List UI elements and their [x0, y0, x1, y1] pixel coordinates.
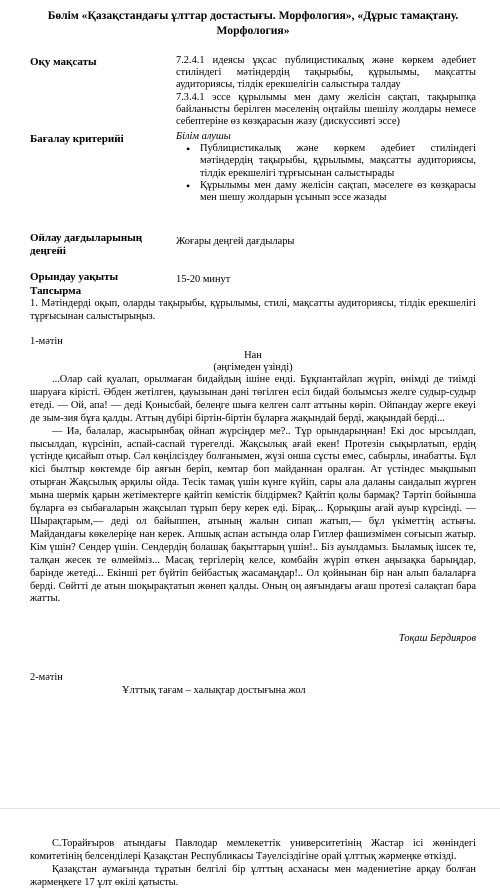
text2-paragraph: С.Торайғыров атындағы Павлодар мемлекеттік университетінің Жастар ісі жөніндегі комитетінің белсенділері Қазақстан Республикасы Тәуелсіздігіне орай ұлттық жәрмеңке өткізді.	[30, 838, 476, 862]
criteria-list	[182, 143, 476, 204]
criteria-label: Бағалау критерийі	[30, 133, 124, 145]
time-value: 15-20 минут	[176, 274, 231, 285]
criteria-item: • Құрылымы мен даму желісін сақтап, мәселеге өз көзқарасы мен шешу жолдарын ұсынып эссе жазады	[200, 180, 476, 204]
time-label: Орындау уақыты	[30, 271, 119, 283]
text2-body	[30, 838, 476, 890]
criteria-block	[176, 131, 476, 204]
skills-value: Жоғары деңгей дағдылары	[176, 236, 295, 247]
text1-paragraph: — Иә, балалар, жасырынбақ ойнап жүрсіңдер ме?.. Тұр орындарыңнан! Екі дос ырсылдап, пысылдап, күрсініп, аспай-саспай түрегелді. Жақсылық ағай екен! Протезін сықырлатып, ердің үстінде қисайып отыр. Сәл көңілсіздеу болғанымен, жүзі онша сұсты емес, сабырлы, инабатты. Бұл кісі былтыр көктемде бір аяғын беріп, кемтар боп майданнан оралған. Ат үстіндес мықшыып отырған Жақсылық әрқилы ойда. Тесік тамақ үшін күнге күйіп, сары ала даланы сандалып жүрген мына шермік қарын жетімектерге қайтіп кемістік білдірмек? Қайтіп қолы бармақ? Тәртіп бойынша бұларға өз сыбағаларын жақсылап тұрып беру керек еді. Бірақ... Қорықшы ағай ауыр күрсінді. — Шырақтарым,— деді ол байыппен, атының жалын сипап жатып,— бұл үкіметтің астығы. Майдандағы көкелеріңе нан керек. Апшық аспан астында олар Гитлер фашизмімен соғысып жатыр. Кім үшін? Сендер үшін. Сендердің болашақ бақыттарың үшін!.. Біз ауылдамыз. Быламық ішсек те, талқан жесек те өлмейміз... Масақ тергілерің келсе, комбайн жүріп өткен аңызақка барыңдар, барінде жетеді... Екінші рет бүйтіп бейбастық жасамаңдар!.. Ол қойнынан бір нан алып балаларға берді. Сөйтті де атын шоқырақтатып жөнеп қалды. Оның оң аяғындағы ағаш протезі салақтап бара жатты.	[30, 425, 476, 605]
task-label: Тапсырма	[30, 285, 82, 297]
text1-subtitle: (әңгімеден үзінді)	[213, 362, 293, 373]
text2-label: 2-мәтін	[30, 672, 63, 683]
goal-text-1: 7.2.4.1 идеясы ұқсас публицистикалық және көркем әдебиет стиліндегі мәтіндердің тақырыбы, құрылымы, мақсатты аудиториясы, тілдік ерекшелігін салыстыра талдау	[176, 55, 476, 91]
goal-text	[176, 55, 476, 128]
task-text: 1. Мәтіндерді оқып, оларды тақырыбы, құрылымы, стилі, мақсатты аудиториясы, тілдік ерекшелігі тұрғысынан салыстырыңыз.	[30, 298, 476, 322]
text1-label: 1-мәтін	[30, 336, 63, 347]
goal-text-2: 7.3.4.1 эссе құрылымы мен даму желісін сақтап, тақырыпқа байланысты берілген мәселенің оңтайлы шешілу жолдары немесе себептеріне өз көзқарасын жазу (дискуссивті эссе)	[176, 91, 476, 128]
text1-paragraph: ...Олар сай қуалап, орылмаған бидайдың ішіне енді. Бұқпантайлап жүріп, өнімді де тиімді шаруаға кірісті. Әбден жетілген, қауызынан дәні төгілген есіл бидай болымсыз желге судыр-судыр етеді. — Ой, апа! — деді Қонысбай, белеңге шыға келген салт аттыны көріп. Ойпандау жерге екеуі де зым-зия бұға қалды. Аттың дүбірі біртін-біртін бұларға жақындай берді, жақындай берді...	[30, 374, 476, 424]
goal-label: Оқу мақсаты	[30, 56, 97, 68]
skills-label: Ойлау дағдыларының деңгейі	[30, 232, 143, 257]
text2-title: Ұлттық тағам – халықтар достығына жол	[122, 685, 306, 696]
section-divider	[0, 808, 500, 809]
criteria-subtitle: Білім алушы	[176, 131, 231, 142]
text1-author: Тоқаш Бердияров	[398, 633, 476, 644]
text1-body	[30, 374, 476, 606]
text2-paragraph: Қазақстан аумағында тұратын белгілі бір ұлттың асханасы мен мәдениетіне арқау болған жәрмеңкеге 17 ұлт өкілі қатысты.	[30, 863, 476, 888]
page-title: Бөлім «Қазақстандағы ұлттар достастығы. Морфология», «Дұрыс тамақтану. Морфология»	[47, 9, 459, 37]
text1-title: Нан	[244, 350, 262, 361]
criteria-item: • Публицистикалық және көркем әдебиет стиліндегі мәтіндердің тақырыбы, құрылымы, мақсатты аудиториясы, тілдік ерекшелігі тұрғысынан салыстырады	[200, 143, 476, 180]
